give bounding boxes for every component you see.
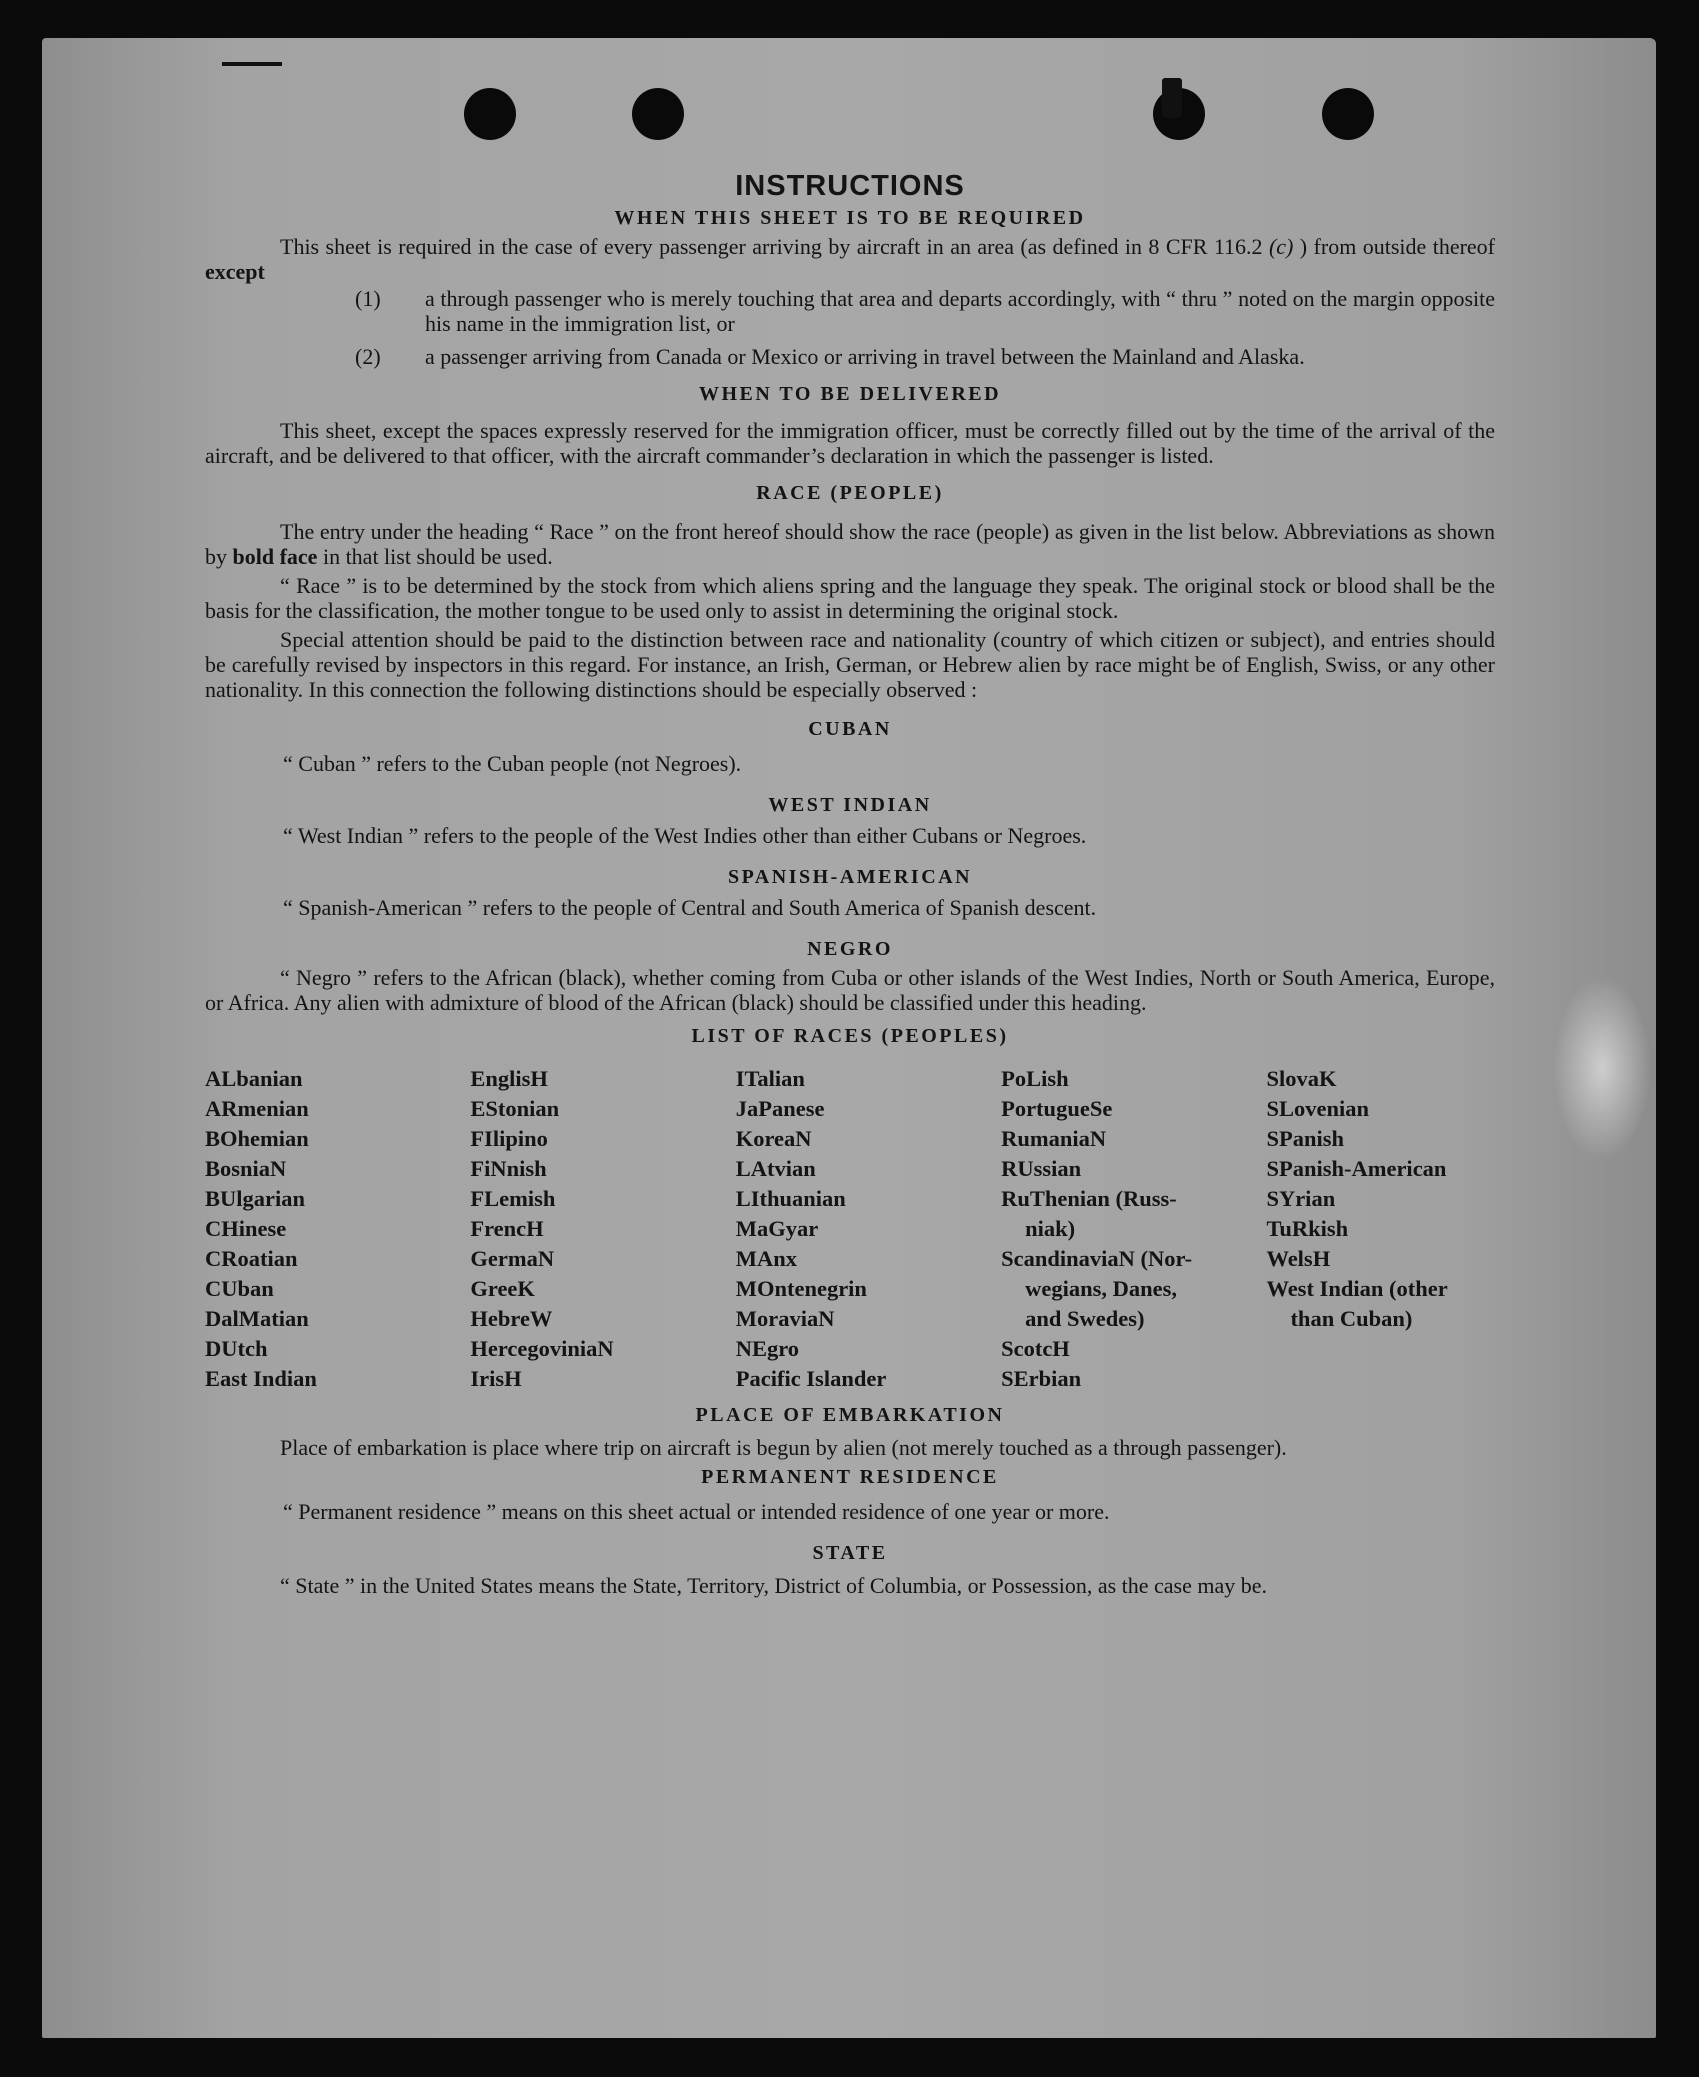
race-entry: RUssian [1001, 1156, 1082, 1181]
exception-item [205, 286, 1495, 336]
race-paragraph-2: “ Race ” is to be determined by the stock from which aliens spring and the language they speak. The original stock or blood shall be the basis for the classification, the mother tongue to be used only to assist in determining the original stock. [205, 573, 1495, 623]
race-entry: DalMatian [205, 1306, 309, 1331]
race-entry: TuRkish [1266, 1216, 1349, 1241]
exception-text: a through passenger who is merely touching that area and departs accordingly, with “ thru ” noted on the margin opposite his name in the immigration list, or [425, 286, 1495, 336]
race-column-4 [1001, 1064, 1266, 1394]
exception-text: a passenger arriving from Canada or Mexico or arriving in travel between the Mainland and Alaska. [425, 344, 1305, 369]
race-entry: WelsH [1266, 1246, 1331, 1271]
heading-list-of-races: LIST OF RACES (PEOPLES) [691, 1025, 1009, 1047]
race-entry: CUban [205, 1276, 274, 1301]
race-entry: West Indian (other [1266, 1276, 1448, 1301]
race-entry: ScandinaviaN (Nor- [1001, 1246, 1193, 1271]
race-entry: BOhemian [205, 1126, 309, 1151]
race-entry: FIlipino [470, 1126, 548, 1151]
race-entry: BUlgarian [205, 1186, 306, 1211]
race-entry-continued: and Swedes) [1025, 1306, 1145, 1331]
heading-state: STATE [812, 1542, 888, 1564]
race-entry: HebreW [470, 1306, 553, 1331]
race-p1-text: The entry under the heading “ Race ” on the front hereof should show the race (people) as given in the list below. Abbreviations as shown by [205, 519, 1495, 569]
heading-when-delivered: WHEN TO BE DELIVERED [698, 383, 1002, 405]
embarkation-text: Place of embarkation is place where trip on aircraft is begun by alien (not merely touched as a through passenger). [280, 1435, 1287, 1460]
document-title: INSTRUCTIONS [735, 170, 965, 202]
residence-text: “ Permanent residence ” means on this sheet actual or intended residence of one year or more. [283, 1499, 1110, 1524]
heading-spanish-american: SPANISH-AMERICAN [727, 866, 973, 888]
race-entry: SPanish-American [1266, 1156, 1447, 1181]
race-paragraph-1 [205, 519, 1495, 569]
race-entry: CHinese [205, 1216, 287, 1241]
race-entry: ALbanian [205, 1066, 303, 1091]
heading-residence: PERMANENT RESIDENCE [701, 1466, 999, 1488]
intro-after: ) from outside thereof [1293, 234, 1496, 259]
race-entry: Pacific Islander [735, 1366, 887, 1391]
race-entry: KoreaN [735, 1126, 812, 1151]
race-entry: LAtvian [735, 1156, 816, 1181]
race-entry: MoraviaN [735, 1306, 835, 1331]
punch-hole [1322, 88, 1374, 140]
race-entry: RuThenian (Russ- [1001, 1186, 1177, 1211]
race-column-5 [1266, 1064, 1495, 1394]
race-entry: SErbian [1001, 1366, 1082, 1391]
heading-race: RACE (PEOPLE) [756, 482, 944, 504]
west-indian-text: “ West Indian ” refers to the people of the West Indies other than either Cubans or Negroes. [283, 823, 1087, 848]
race-entry-continued: niak) [1025, 1216, 1076, 1241]
exception-item [205, 344, 1495, 369]
race-entry: East Indian [205, 1366, 317, 1391]
race-entry: ITalian [735, 1066, 805, 1091]
intro-bold: except [205, 259, 265, 284]
race-column-1 [205, 1064, 470, 1394]
state-text: “ State ” in the United States means the State, Territory, District of Columbia, or Possession, as the case may be. [280, 1573, 1268, 1598]
race-entry: FLemish [470, 1186, 556, 1211]
race-entry: MAnx [735, 1246, 797, 1271]
race-entry-continued: wegians, Danes, [1025, 1276, 1177, 1301]
race-entry: SLovenian [1266, 1096, 1369, 1121]
intro-italic: (c) [1268, 234, 1294, 259]
race-entry: RumaniaN [1001, 1126, 1107, 1151]
race-entry: FrencH [470, 1216, 544, 1241]
heading-negro: NEGRO [807, 938, 893, 960]
race-entry: LIthuanian [735, 1186, 846, 1211]
race-entry: BosniaN [205, 1156, 287, 1181]
race-entry: JaPanese [735, 1096, 825, 1121]
race-column-3 [736, 1064, 1001, 1394]
negro-text: “ Negro ” refers to the African (black), whether coming from Cuba or other islands of the West Indies, North or South America, Europe, or Africa. Any alien with admixture of blood of the African (black) should be classified under this heading. [205, 965, 1495, 1015]
race-entry: IrisH [470, 1366, 522, 1391]
when-required-intro [205, 234, 1495, 284]
when-delivered-text: This sheet, except the spaces expressly reserved for the immigration officer, must be correctly filled out by the time of the arrival of the aircraft, and be delivered to that officer, with the aircraft commander’s declaration in which the passenger is listed. [205, 418, 1495, 468]
scan-mark [1162, 78, 1182, 118]
heading-west-indian: WEST INDIAN [768, 794, 932, 816]
race-p1-bold: bold face [232, 544, 318, 569]
punch-hole [632, 88, 684, 140]
heading-embarkation: PLACE OF EMBARKATION [695, 1404, 1005, 1426]
race-entry: MaGyar [735, 1216, 819, 1241]
cuban-text: “ Cuban ” refers to the Cuban people (not Negroes). [283, 751, 742, 776]
race-entry: CRoatian [205, 1246, 298, 1271]
scan-mark [222, 62, 282, 66]
race-entry: ARmenian [205, 1096, 309, 1121]
race-entry: FiNnish [470, 1156, 547, 1181]
race-entry: EStonian [470, 1096, 560, 1121]
race-p1-after: in that list should be used. [317, 544, 553, 569]
race-column-2 [470, 1064, 735, 1394]
race-entry: SPanish [1266, 1126, 1344, 1151]
exception-number: (1) [355, 286, 381, 311]
punch-hole [464, 88, 516, 140]
heading-cuban: CUBAN [808, 718, 892, 740]
race-list [205, 1064, 1495, 1394]
race-entry: NEgro [735, 1336, 800, 1361]
race-entry: PortugueSe [1001, 1096, 1113, 1121]
race-entry: MOntenegrin [735, 1276, 867, 1301]
race-paragraph-3: Special attention should be paid to the distinction between race and nationality (country of which citizen or subject), and entries should be carefully revised by inspectors in this regard. For instance, an Irish, German, or Hebrew alien by race might be of English, Swiss, or any other nationality. In this connection the following distinctions should be especially observed : [205, 627, 1495, 702]
race-entry: GermaN [470, 1246, 555, 1271]
race-entry-continued: than Cuban) [1290, 1306, 1413, 1331]
race-entry: HercegoviniaN [470, 1336, 614, 1361]
race-entry: PoLish [1001, 1066, 1069, 1091]
race-entry: EnglisH [470, 1066, 548, 1091]
race-entry: DUtch [205, 1336, 268, 1361]
race-entry: SYrian [1266, 1186, 1336, 1211]
exception-number: (2) [355, 344, 381, 369]
intro-text: This sheet is required in the case of every passenger arriving by aircraft in an area (as defined in 8 CFR 116.2 [280, 234, 1269, 259]
race-entry: ScotcH [1001, 1336, 1070, 1361]
instructions-content [205, 170, 1495, 1598]
heading-when-required: WHEN THIS SHEET IS TO BE REQUIRED [614, 207, 1086, 229]
spanish-american-text: “ Spanish-American ” refers to the people of Central and South America of Spanish descent. [283, 895, 1097, 920]
race-entry: SlovaK [1266, 1066, 1337, 1091]
race-entry: GreeK [470, 1276, 535, 1301]
